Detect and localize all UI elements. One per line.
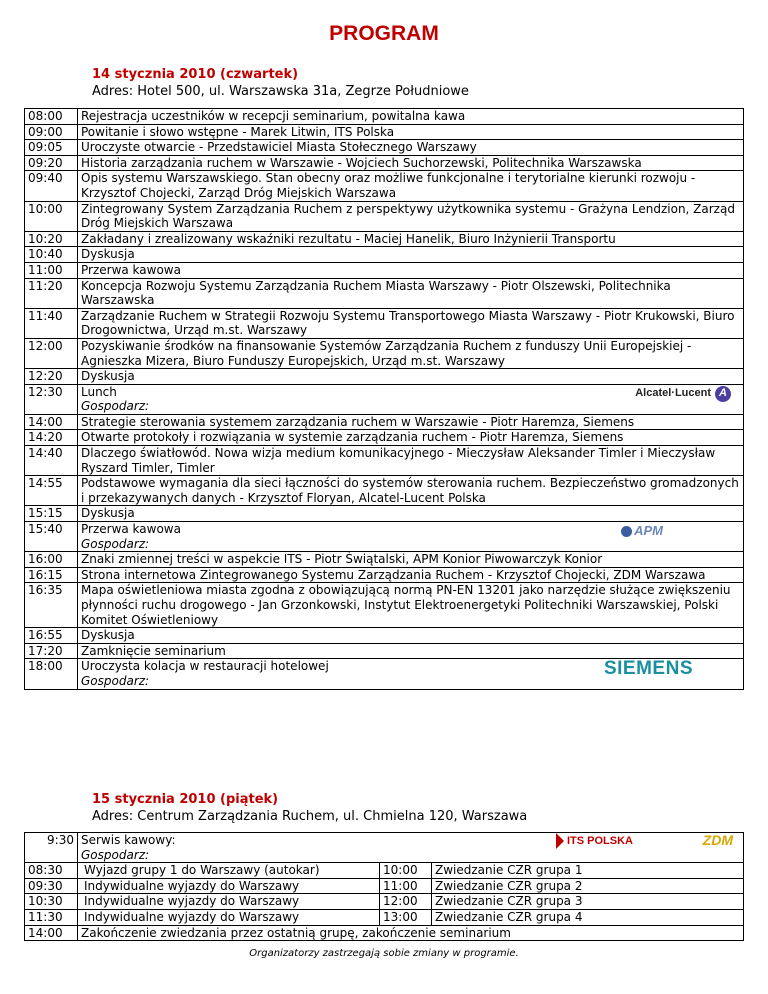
service-host: Gospodarz: <box>81 847 150 862</box>
service-text: Serwis kawowy: <box>81 833 176 847</box>
row-text: Uroczyste otwarcie - Przedstawiciel Miasta Stołecznego Warszawy <box>78 140 744 156</box>
row-time: 11:30 <box>25 909 78 925</box>
row-text: Koncepcja Rozwoju Systemu Zarządzania Ruchem Miasta Warszawy - Piotr Olszewski, Politechnika Warszawska <box>78 278 744 308</box>
day1-date: 14 stycznia 2010 (czwartek) <box>92 67 299 82</box>
table-row <box>25 338 744 368</box>
zdm-logo: ZDM <box>702 832 733 848</box>
table-row <box>25 109 744 125</box>
table-row <box>25 583 744 628</box>
table-row <box>25 522 744 552</box>
footer-note: Organizatorzy zastrzegają sobie zmiany w programie. <box>249 948 519 959</box>
row-time: 10:00 <box>25 201 78 231</box>
its-polska-logo: ITS POLSKA <box>556 833 633 849</box>
table-row <box>25 155 744 171</box>
table-row <box>25 863 744 879</box>
row-text: Strategie sterowania systemem zarządzania ruchem w Warszawie - Piotr Haremza, Siemens <box>78 414 744 430</box>
visit-time: 12:00 <box>380 894 432 909</box>
table-row <box>25 414 744 430</box>
row-time: 14:00 <box>25 414 78 430</box>
final-time: 14:00 <box>25 925 78 941</box>
row-text: Opis systemu Warszawskiego. Stan obecny oraz możliwe funkcjonalne i terytorialne kierunki rozwoju - Krzysztof Chojecki, Zarząd Dróg Miejskich Warszawa <box>78 171 744 201</box>
table-row <box>25 659 744 689</box>
row-text: Dyskusja <box>78 369 744 385</box>
table-row <box>25 878 744 894</box>
dinner-host: Gospodarz: <box>81 673 150 688</box>
row-time: 11:40 <box>25 308 78 338</box>
table-row <box>25 643 744 659</box>
table-row <box>25 231 744 247</box>
visit-time: 11:00 <box>380 879 432 894</box>
row-time: 09:00 <box>25 124 78 140</box>
day1-address: Adres: Hotel 500, ul. Warszawska 31a, Zegrze Południowe <box>92 84 469 99</box>
row-time: 16:15 <box>25 567 78 583</box>
row-text: Strona internetowa Zintegrowanego Systemu Zarządzania Ruchem - Krzysztof Chojecki, ZDM Warszawa <box>78 567 744 583</box>
apm-dot-icon <box>621 526 632 537</box>
table-row <box>25 278 744 308</box>
table-row <box>25 567 744 583</box>
row-text: Indywidualne wyjazdy do Warszawy <box>84 909 300 924</box>
siemens-logo: SIEMENS <box>603 658 693 680</box>
row-time: 08:00 <box>25 109 78 125</box>
row-text: Rejestracja uczestników w recepcji seminarium, powitalna kawa <box>78 109 744 125</box>
row-time: 10:30 <box>25 894 78 910</box>
table-row <box>25 833 744 863</box>
table-row <box>25 124 744 140</box>
table-row <box>25 262 744 278</box>
coffee-host: Gospodarz: <box>81 536 150 551</box>
row-text: Dlaczego światłowód. Nowa wizja medium komunikacyjnego - Mieczysław Aleksander Timler i Mieczysław Ryszard Timler, Timler <box>78 446 744 476</box>
row-text: Powitanie i słowo wstępne - Marek Litwin, ITS Polska <box>78 124 744 140</box>
row-text: Zintegrowany System Zarządzania Ruchem z perspektywy użytkownika systemu - Grażyna Lendzion, Zarząd Dróg Miejskich Warszawa <box>78 201 744 231</box>
table-row <box>25 446 744 476</box>
table-row <box>25 506 744 522</box>
row-time: 11:20 <box>25 278 78 308</box>
table-row <box>25 628 744 644</box>
row-time: 14:40 <box>25 446 78 476</box>
table-row <box>25 925 744 941</box>
visit-time: 10:00 <box>380 863 432 878</box>
service-time: 9:30 <box>25 833 78 863</box>
coffee-time: 15:40 <box>25 522 78 552</box>
table-row <box>25 552 744 568</box>
table-row <box>25 476 744 506</box>
day1-header <box>92 66 469 100</box>
row-text: Pozyskiwanie środków na finansowanie Systemów Zarządzania Ruchem z funduszy Unii Europejskiej - Agnieszka Mizera, Biuro Funduszy Europejskich, Urząd m.st. Warszawy <box>78 338 744 368</box>
row-text: Otwarte protokoły i rozwiązania w systemie zarządzania ruchem - Piotr Haremza, Siemens <box>78 430 744 446</box>
row-text: Indywidualne wyjazdy do Warszawy <box>84 878 300 893</box>
day2-address: Adres: Centrum Zarządzania Ruchem, ul. Chmielna 120, Warszawa <box>92 809 528 824</box>
row-text: Indywidualne wyjazdy do Warszawy <box>84 894 300 909</box>
day1-schedule <box>24 108 744 690</box>
row-text: Znaki zmiennej treści w aspekcie ITS - Piotr Świątalski, APM Konior Piwowarczyk Konior <box>78 552 744 568</box>
row-time: 09:30 <box>25 878 78 894</box>
row-text: Przerwa kawowa <box>78 262 744 278</box>
apm-logo: APM <box>621 524 663 539</box>
row-time: 16:35 <box>25 583 78 628</box>
row-time: 08:30 <box>25 863 78 879</box>
table-row <box>25 430 744 446</box>
row-time: 14:20 <box>25 430 78 446</box>
visit-text: Zwiedzanie CZR grupa 4 <box>435 909 583 924</box>
row-text: Mapa oświetleniowa miasta zgodna z obowiązującą normą PN-EN 13201 jako narzędzie służące zwiększeniu płynności ruchu drogowego - Jan Grzonkowski, Instytut Elektroenergetyki Politechniki Warszawskiej, Polski Komitet Oświetleniowy <box>78 583 744 628</box>
table-row <box>25 909 744 925</box>
table-row <box>25 308 744 338</box>
row-time: 14:55 <box>25 476 78 506</box>
row-text: Dyskusja <box>78 506 744 522</box>
visit-text: Zwiedzanie CZR grupa 2 <box>435 878 583 893</box>
visit-text: Zwiedzanie CZR grupa 1 <box>435 863 583 878</box>
row-time: 12:00 <box>25 338 78 368</box>
its-arrow-icon <box>556 833 564 849</box>
table-row <box>25 247 744 263</box>
day2-header <box>92 791 527 825</box>
row-text: Zarządzanie Ruchem w Strategii Rozwoju Systemu Transportowego Miasta Warszawy - Piotr Krukowski, Biuro Drogownictwa, Urząd m.st. Warszawy <box>78 308 744 338</box>
row-time: 09:05 <box>25 140 78 156</box>
row-time: 09:20 <box>25 155 78 171</box>
row-text: Dyskusja <box>78 628 744 644</box>
table-row <box>25 384 744 414</box>
alcatel-a-icon: A <box>715 386 731 402</box>
row-time: 16:55 <box>25 628 78 644</box>
visit-text: Zwiedzanie CZR grupa 3 <box>435 894 583 909</box>
table-row <box>25 140 744 156</box>
lunch-host: Gospodarz: <box>81 399 150 414</box>
row-time: 12:20 <box>25 369 78 385</box>
lunch-time: 12:30 <box>25 384 78 414</box>
row-text: Historia zarządzania ruchem w Warszawie - Wojciech Suchorzewski, Politechnika Warszawska <box>78 155 744 171</box>
coffee-text: Przerwa kawowa <box>81 522 181 537</box>
alcatel-lucent-logo: Alcatel·Lucent A <box>635 386 731 402</box>
visit-time: 13:00 <box>380 910 432 925</box>
day2-date: 15 stycznia 2010 (piątek) <box>92 792 279 807</box>
table-row <box>25 894 744 910</box>
row-text: Zamknięcie seminarium <box>78 643 744 659</box>
row-time: 17:20 <box>25 643 78 659</box>
table-row <box>25 171 744 201</box>
dinner-text: Uroczysta kolacja w restauracji hotelowej <box>81 659 329 674</box>
row-text: Wyjazd grupy 1 do Warszawy (autokar) <box>84 863 320 878</box>
row-time: 10:40 <box>25 247 78 263</box>
dinner-time: 18:00 <box>25 659 78 689</box>
final-text: Zakończenie zwiedzania przez ostatnią grupę, zakończenie seminarium <box>78 925 744 941</box>
row-text: Podstawowe wymagania dla sieci łączności do systemów sterowania ruchem. Bezpieczeństwo gromadzonych i przekazywanych danych - Krzysztof Floryan, Alcatel-Lucent Polska <box>78 476 744 506</box>
page-title: PROGRAM <box>329 22 439 45</box>
lunch-text: Lunch <box>81 384 117 399</box>
row-time: 11:00 <box>25 262 78 278</box>
row-time: 09:40 <box>25 171 78 201</box>
row-time: 10:20 <box>25 231 78 247</box>
day2-schedule <box>24 832 744 941</box>
row-time: 16:00 <box>25 552 78 568</box>
row-text: Zakładany i zrealizowany wskaźniki rezultatu - Maciej Hanelik, Biuro Inżynierii Transportu <box>78 231 744 247</box>
table-row <box>25 369 744 385</box>
table-row <box>25 201 744 231</box>
row-text: Dyskusja <box>78 247 744 263</box>
row-time: 15:15 <box>25 506 78 522</box>
